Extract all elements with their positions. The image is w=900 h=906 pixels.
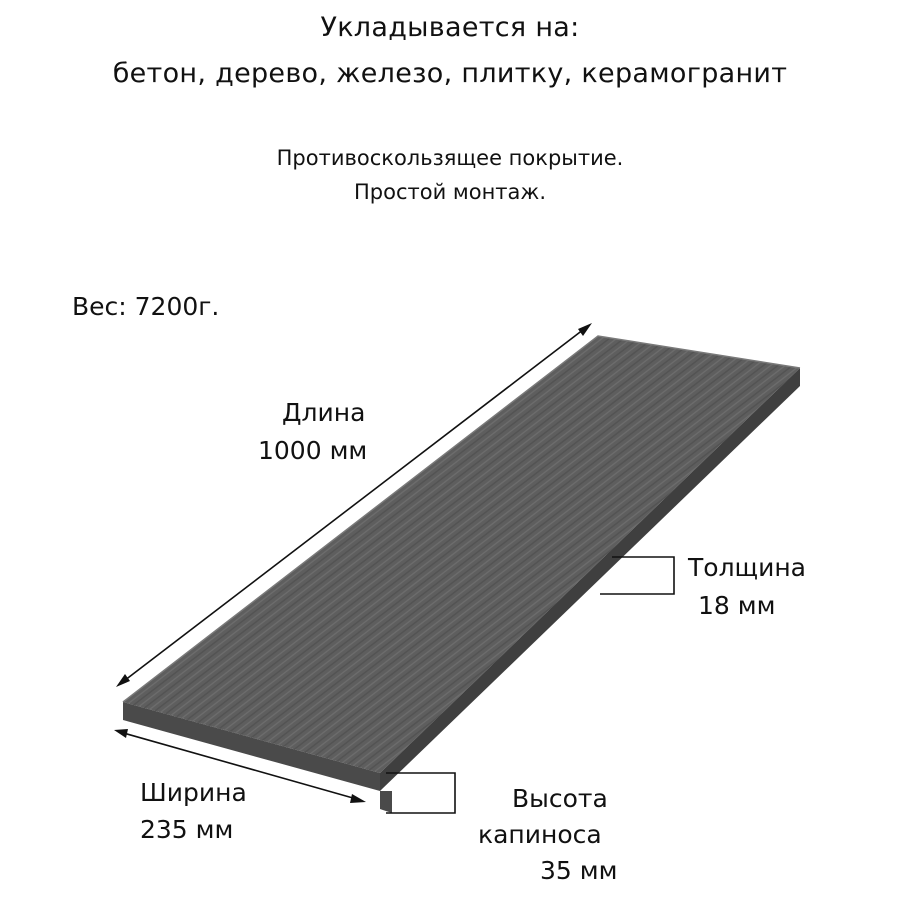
feature-line-1: Противоскользящее покрытие. [276, 146, 624, 170]
nosing-value: 35 мм [540, 856, 618, 885]
length-title: Длина [282, 398, 366, 427]
length-value: 1000 мм [258, 436, 368, 465]
width-title: Ширина [140, 778, 247, 807]
width-value: 235 мм [140, 815, 234, 844]
feature-line-2: Простой монтаж. [353, 180, 547, 204]
header-line-1: Укладывается на: [320, 12, 580, 43]
nosing-title-1: Высота [512, 784, 608, 813]
thickness-title: Толщина [688, 553, 807, 582]
thickness-value: 18 мм [698, 591, 776, 620]
weight-label: Вес: 7200г. [72, 292, 220, 321]
bracket-icon [386, 773, 455, 813]
nosing-title-2: капиноса [478, 820, 602, 849]
header-line-2: бетон, дерево, железо, плитку, керамогранит [112, 58, 788, 89]
